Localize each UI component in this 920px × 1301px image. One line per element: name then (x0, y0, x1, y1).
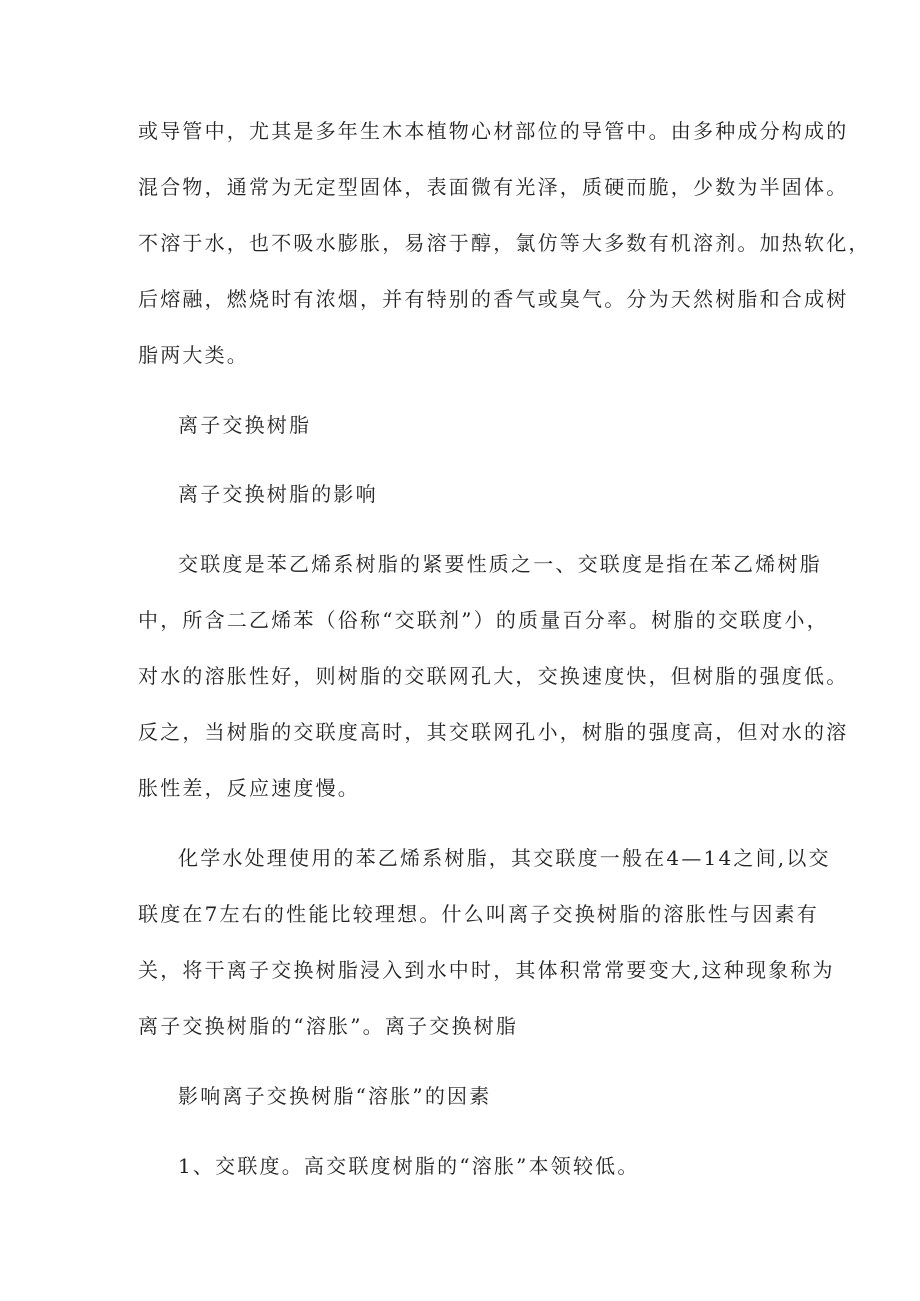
para1-line-5: 脂两大类。 (138, 343, 249, 367)
para2-line-3: 对水的溶胀性好，则树脂的交联网孔大，交换速度快，但树脂的强度低。 (138, 664, 849, 688)
para1-line-1: 或导管中，尤其是多年生木本植物心材部位的导管中。由多种成分构成的 (138, 119, 849, 143)
para2-line-2: 中，所含二乙烯苯（俗称“交联剂”）的质量百分率。树脂的交联度小， (138, 608, 829, 632)
para3-line-3: 关，将干离子交换树脂浸入到水中时，其体积常常要变大,这种现象称为 (138, 958, 835, 982)
para2-line-1: 交联度是苯乙烯系树脂的紧要性质之一、交联度是指在苯乙烯树脂 (178, 552, 822, 576)
para1-line-2: 混合物，通常为无定型固体，表面微有光泽，质硬而脆，少数为半固体。 (138, 175, 849, 199)
para1-line-4: 后熔融，燃烧时有浓烟，并有特别的香气或臭气。分为天然树脂和合成树 (138, 287, 849, 311)
list-item-crosslinking: 1、交联度。高交联度树脂的“溶胀”本领较低。 (178, 1154, 640, 1178)
para3-line-2: 联度在7左右的性能比较理想。什么叫离子交换树脂的溶胀性与因素有 (138, 902, 819, 926)
para1-line-3: 不溶于水，也不吸水膨胀，易溶于醇，氯仿等大多数有机溶剂。加热软化， (138, 231, 871, 255)
heading-ion-exchange-resin: 离子交换树脂 (178, 413, 312, 437)
heading-ion-exchange-resin-influence: 离子交换树脂的影响 (178, 482, 378, 506)
para3-line-1: 化学水处理使用的苯乙烯系树脂，其交联度一般在4—14之间,以交 (178, 846, 831, 870)
para2-line-4: 反之，当树脂的交联度高时，其交联网孔小，树脂的强度高，但对水的溶 (138, 720, 849, 744)
heading-swelling-factors: 影响离子交换树脂“溶胀”的因素 (178, 1084, 492, 1108)
para2-line-5: 胀性差，反应速度慢。 (138, 776, 360, 800)
para3-line-4: 离子交换树脂的“溶胀”。离子交换树脂 (138, 1014, 519, 1038)
